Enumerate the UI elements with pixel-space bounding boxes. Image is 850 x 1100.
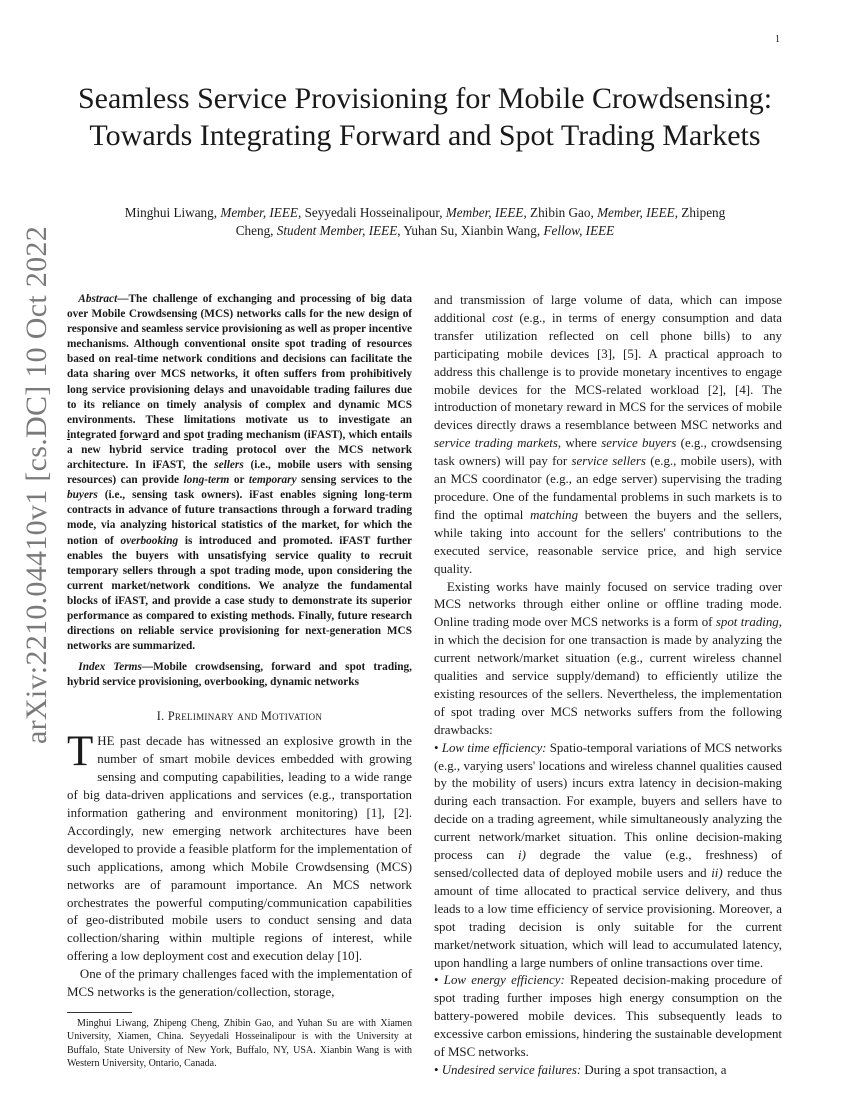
- right-column: [434, 292, 782, 1080]
- body-paragraph-2: Existing works have mainly focused on service trading over MCS networks through either online or offline trading mode. Online trading mode over MCS networks is a form of spot trading, in which the decision for one transaction is made by analyzing the current network/market situation (e.g., current wireless channel qualities and service supply/demand) to efficiently utilize the existing resources of the sellers. Nevertheless, the implementation of spot trading over MCS networks suffers from the following drawbacks:: [434, 579, 782, 737]
- intro-paragraph: THE past decade has witnessed an explosive growth in the number of smart mobile devices embedded with growing sensing and computing capabilities, leading to a wide range of big data-driven applications and services (e.g., transportation information gathering and environment monitoring) [1], [2]. Accordingly, new emerging network architectures have been developed to provide a feasible platform for the implementation of such applications, among which Mobile Crowdsensing (MCS) networks are of paramount importance. An MCS network orchestrates the powerful computing/communication capabilities of geo-distributed mobile users to conduct sensing and data collection/sharing within multiple regions of interest, while offering a low deployment cost and execution delay [10].: [67, 728, 412, 964]
- dropcap: T: [67, 728, 94, 776]
- section-heading: I. Preliminary and Motivation: [156, 709, 323, 724]
- left-column: [67, 292, 412, 1070]
- bullet-item: • Undesired service failures: During a spot transaction, a: [434, 1062, 727, 1077]
- author-list: Minghui Liwang, Member, IEEE, Seyyedali Hosseinalipour, Member, IEEE, Zhibin Gao, Member, IEEE, Zhipeng Cheng, Student Member, IEEE, Yuhan Su, Xianbin Wang, Fellow, IEEE: [124, 205, 726, 238]
- affiliation-footnote: Minghui Liwang, Zhipeng Cheng, Zhibin Gao, and Yuhan Su are with Xiamen University, Xiamen, China. Seyyedali Hosseinalipour is with the University at Buffalo, State University of New York, Buffalo, NY, USA. Xianbin Wang is with Western University, Ontario, Canada.: [67, 1017, 412, 1069]
- bullet-item: • Low energy efficiency: Repeated decision-making procedure of spot trading further imposes high energy consumption on the battery-powered mobile devices. This subsequently leads to excessive carbon emissions, hindering the sustainable development of MSC networks.: [434, 973, 782, 1060]
- intro-paragraph-2: One of the primary challenges faced with the implementation of MCS networks is the generation/collection, storage,: [67, 967, 412, 1000]
- bullet-icon: •: [434, 1062, 439, 1077]
- body-paragraph: and transmission of large volume of data, which can impose additional cost (e.g., in terms of energy consumption and data transfer utilization reflected on cell phone bills) to any participating mobile devices [3], [5]. A practical approach to address this challenge is to provide monetary incentives to engage mobile devices for the MCS-related workload [2], [4]. The introduction of monetary reward in MCS for the services of mobile devices directly draws a resemblance between MSC networks and service trading markets, where service buyers (e.g., crowdsensing task owners) will pay for service sellers (e.g., mobile users), with an MCS coordinator (e.g., an edge server) supervising the trading procedure. One of the fundamental problems in such markets is to find the optimal matching between the buyers and the sellers, while taking into account for the sellers' contributions to the executed service, reasonable service price, and high service quality.: [434, 293, 782, 576]
- arxiv-stamp-text: arXiv:2210.04410v1 [cs.DC] 10 Oct 2022: [20, 225, 53, 745]
- page-number: 1: [775, 34, 780, 45]
- bullet-icon: •: [434, 740, 439, 755]
- abstract-label: Abstract: [78, 293, 118, 305]
- bullet-icon: •: [434, 973, 439, 988]
- paper-title: Seamless Service Provisioning for Mobile Crowdsensing: Towards Integrating Forward and Spot Trading Markets: [77, 82, 773, 152]
- abstract: Abstract—The challenge of exchanging and processing of big data over Mobile Crowdsensing (MCS) networks calls for the new design of responsive and seamless service provisioning as well as proper incentive mechanisms. Although conventional onsite spot trading of resources based on real-time network conditions and decisions can facilitate the data sharing over MCS networks, it often suffers from prohibitively long service provisioning delays and unavoidable trading failures due to its reliance on timely analysis of complex and dynamic MCS environments. These limitations motivate us to investigate an integrated forward and spot trading mechanism (iFAST), which entails a new hybrid service trading protocol over the MCS network architecture. In iFAST, the sellers (i.e., mobile users with sensing resources) can provide long-term or temporary sensing services to the buyers (i.e., sensing task owners). iFast enables signing long-term contracts in advance of future transactions through a forward trading mode, via analyzing historical statistics of the market, for which the notion of overbooking is introduced and promoted. iFAST further enables the buyers with unsatisfying service quality to recruit temporary sellers through a spot trading mode, upon considering the current market/network conditions. We analyze the fundamental blocks of iFAST, and provide a case study to demonstrate its superior performance as compared to existing methods. Finally, future research directions on reliable service provisioning for next-generation MCS networks are summarized.: [67, 293, 413, 653]
- index-terms-label: Index Terms: [78, 661, 142, 674]
- index-terms: Index Terms—Mobile crowdsensing, forward and spot trading, hybrid service provisioning, overbooking, dynamic networks: [67, 661, 412, 689]
- footnote-rule: [67, 1012, 132, 1013]
- bullet-item: • Low time efficiency: Spatio-temporal variations of MCS networks (e.g., varying users' locations and wireless channel qualities caused by the mobility of users) incurs extra latency in decision-making during each transaction. For example, buyers and sellers have to decide on a trading agreement, while simultaneously analyzing the current network/market situation. This online decision-making process can i) degrade the value (e.g., freshness) of sensed/collected data of deployed mobile users and ii) reduce the amount of time allocated to practical service delivery, and thus leads to a low time efficiency of service provisioning. Moreover, a spot trading decision is only suitable for the current market/network situation, which will lead to accumulated latency, upon handling a large numbers of online transactions over time.: [434, 740, 782, 970]
